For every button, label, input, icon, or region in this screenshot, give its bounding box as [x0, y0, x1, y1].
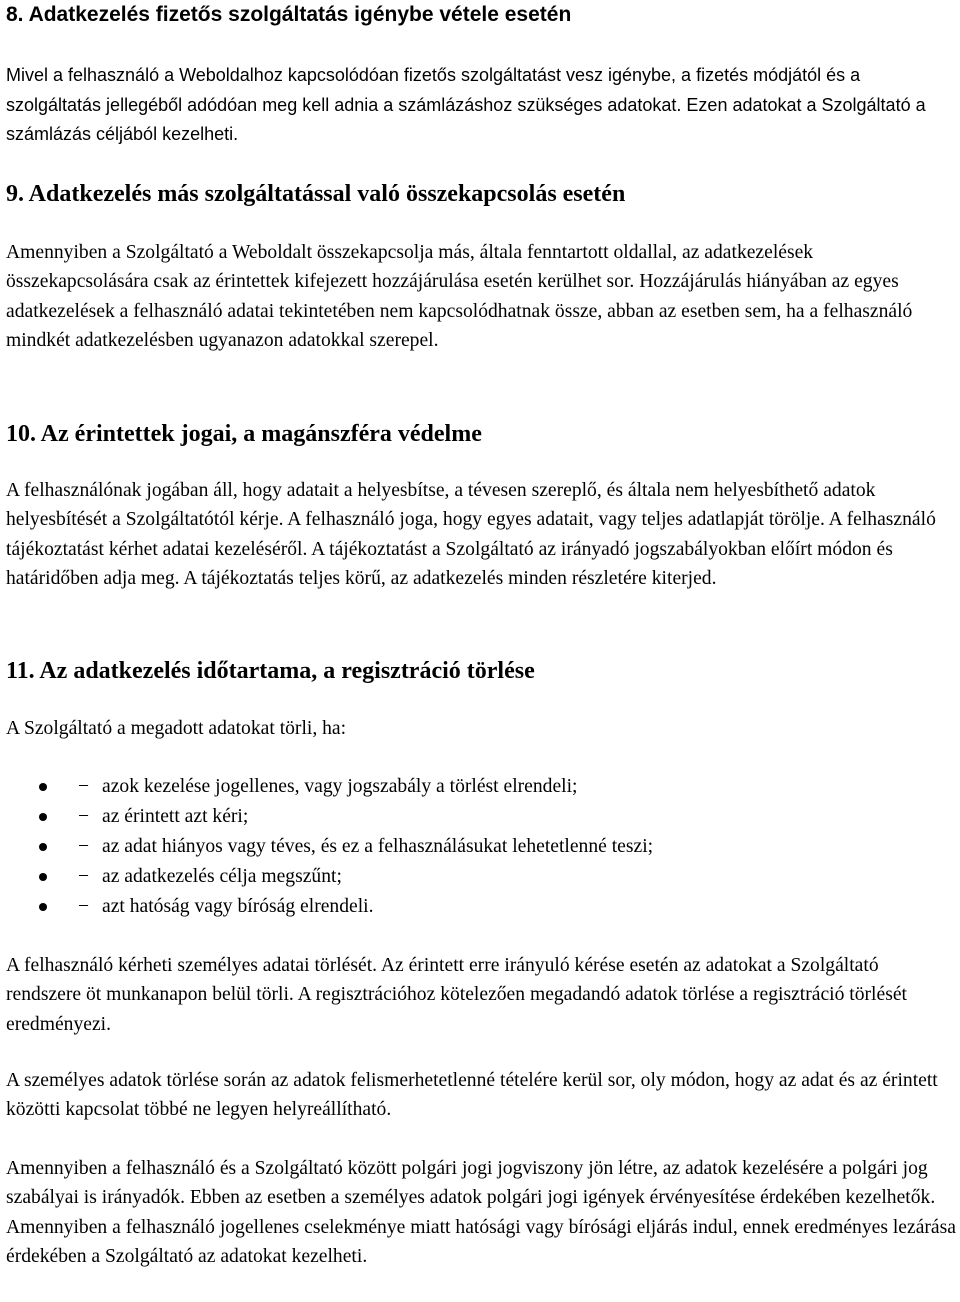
list-item-text: az érintett azt kéri; [102, 806, 249, 827]
section-9-body: Amennyiben a Szolgáltató a Weboldalt összekapcsolja más, általa fenntartott oldallal, az adatkezelések összekapcsolására csak az érintettek kifejezett hozzájárulása esetén kerülhet sor. Hozzájárulás hiányában az egyes adatkezelések a felhasználó adatai tekintetében nem kapcsolódhatnak össze, abban az esetben sem, ha a felhasználó mindkét adatkezelésben ugyanazon adatokkal szerepel. [6, 242, 913, 351]
section-8-heading: 8. Adatkezelés fizetős szolgáltatás igénybe vétele esetén [6, 3, 572, 26]
list-item-text: az adat hiányos vagy téves, és ez a felhasználásukat lehetetlenné teszi; [102, 836, 654, 857]
section-11-intro: A Szolgáltató a megadott adatokat törli, ha: [6, 718, 347, 739]
bullet-icon [39, 903, 47, 911]
dash-icon: − [78, 866, 90, 887]
list-item [6, 862, 952, 892]
bullet-icon [39, 873, 47, 881]
bullet-icon [39, 813, 47, 821]
list-item [6, 892, 952, 922]
section-10-body: A felhasználónak jogában áll, hogy adatait a helyesbítse, a tévesen szereplő, és általa nem helyesbíthető adatok helyesbítését a Szolgáltatótól kérje. A felhasználó joga, hogy egyes adatait, vagy teljes adatlapját törölje. A felhasználó tájékoztatást kérhet adatai kezeléséről. A tájékoztatást a Szolgáltató az irányadó jogszabályokban előírt módon és határidőben adja meg. A tájékoztatás teljes körű, az adatkezelés minden részletére kiterjed. [6, 480, 936, 589]
section-11-paragraph-1: A felhasználó kérheti személyes adatai törlését. Az érintett erre irányuló kérése esetén az adatokat a Szolgáltató rendszere öt munkanapon belül törli. A regisztrációhoz kötelezően megadandó adatok törlése a regisztráció törlését eredményezi. [6, 955, 907, 1035]
section-11-paragraph-3: Amennyiben a felhasználó és a Szolgáltató között polgári jogi jogviszony jön létre, az adatok kezelésére a polgári jog szabályai is irányadók. Ebben az esetben a személyes adatok polgári jogi igények érvényesítése érdekében kezelhetők. Amennyiben a felhasználó jogellenes cselekménye miatt hatósági vagy bírósági eljárás indul, ennek eredményes lezárása érdekében a Szolgáltató az adatokat kezelheti. [6, 1158, 956, 1267]
list-item [6, 772, 952, 802]
section-8-body: Mivel a felhasználó a Weboldalhoz kapcsolódóan fizetős szolgáltatást vesz igénybe, a fizetés módjától és a szolgáltatás jellegéből adódóan meg kell adnia a számlázáshoz szükséges adatokat. Ezen adatokat a Szolgáltató a számlázás céljából kezelheti. [6, 65, 926, 144]
section-11-heading: 11. Az adatkezelés időtartama, a regisztráció törlése [6, 658, 535, 684]
section-9-heading: 9. Adatkezelés más szolgáltatással való összekapcsolás esetén [6, 181, 626, 207]
list-item [6, 832, 952, 862]
bullet-icon [39, 843, 47, 851]
section-11-paragraph-2: A személyes adatok törlése során az adatok felismerhetetlenné tételére kerül sor, oly módon, hogy az adat és az érintett közötti kapcsolat többé ne legyen helyreállítható. [6, 1070, 938, 1121]
list-item-text: az adatkezelés célja megszűnt; [102, 866, 342, 887]
dash-icon: − [78, 836, 90, 857]
dash-icon: − [78, 896, 90, 917]
dash-icon: − [78, 806, 90, 827]
section-10-heading: 10. Az érintettek jogai, a magánszféra védelme [6, 421, 482, 447]
list-item-text: azok kezelése jogellenes, vagy jogszabály a törlést elrendeli; [102, 776, 578, 797]
bullet-icon [39, 783, 47, 791]
dash-icon: − [78, 776, 90, 797]
deletion-conditions-list [6, 772, 952, 922]
list-item [6, 802, 952, 832]
list-item-text: azt hatóság vagy bíróság elrendeli. [102, 896, 374, 917]
